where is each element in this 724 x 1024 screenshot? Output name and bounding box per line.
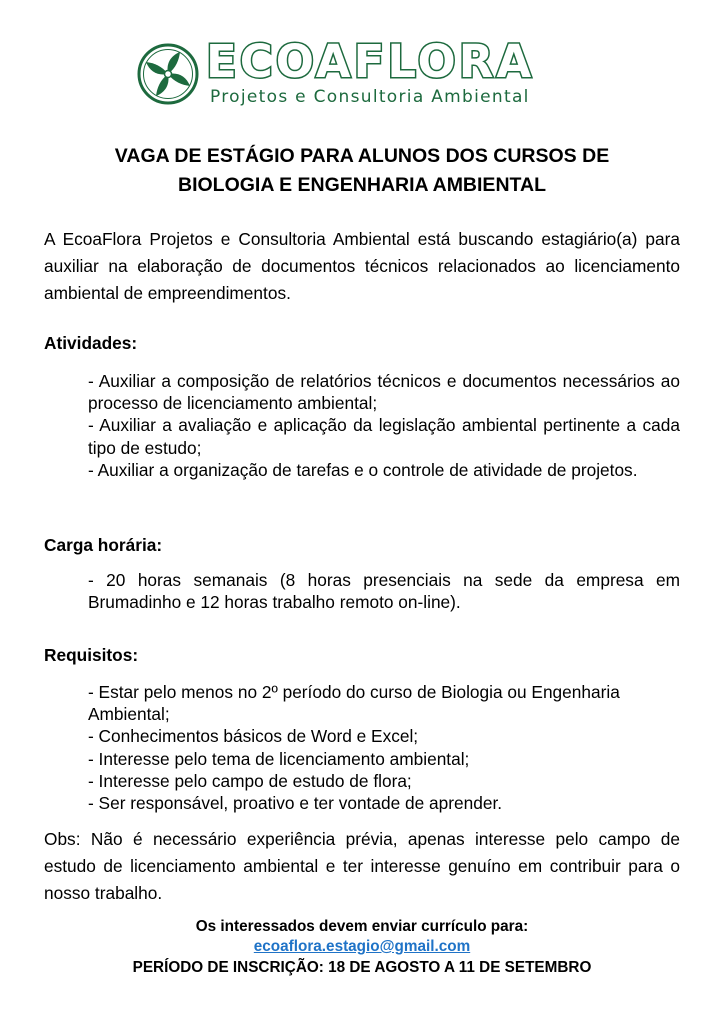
list-item: - Interesse pelo campo de estudo de flora;: [88, 770, 412, 791]
footer-instruction: Os interessados devem enviar currículo para:: [195, 918, 529, 935]
requisitos-list: [88, 681, 680, 814]
obs-paragraph: Obs: Não é necessário experiência prévia, apenas interesse pelo campo de estudo de licenciamento ambiental e ter interesse genuíno em contribuir para o nosso trabalho.: [44, 829, 680, 903]
email-link[interactable]: ecoaflora.estagio@gmail.com: [253, 938, 471, 955]
list-item: - Auxiliar a composição de relatórios técnicos e documentos necessários ao processo de licenciamento ambiental;: [88, 371, 680, 414]
list-item: - Interesse pelo tema de licenciamento ambiental;: [88, 748, 470, 769]
list-item: - Auxiliar a avaliação e aplicação da legislação ambiental pertinente a cada tipo de estudo;: [88, 415, 680, 458]
page-title: [40, 142, 684, 200]
carga-horaria-list: [88, 569, 680, 613]
title-line-1: VAGA DE ESTÁGIO PARA ALUNOS DOS CURSOS DE: [114, 145, 610, 167]
list-item: - Ser responsável, proativo e ter vontade de aprender.: [88, 793, 503, 814]
intro-paragraph: A EcoaFlora Projetos e Consultoria Ambiental está buscando estagiário(a) para auxiliar na elaboração de documentos técnicos relacionados ao licenciamento ambiental de empreendimentos.: [44, 229, 680, 303]
list-item: - Estar pelo menos no 2º período do curso de Biologia ou Engenharia Ambiental;: [88, 682, 620, 725]
footer-email-row: [0, 937, 724, 957]
ecoaflora-logo: [136, 35, 592, 110]
atividades-list: [88, 370, 680, 481]
list-item: - Auxiliar a organização de tarefas e o controle de atividade de projetos.: [88, 459, 638, 480]
ecoaflora-emblem-icon: [136, 42, 200, 106]
list-item: - 20 horas semanais (8 horas presenciais na sede da empresa em Brumadinho e 12 horas trabalho remoto on-line).: [88, 570, 680, 613]
requisitos-heading: Requisitos:: [44, 645, 139, 665]
footer-period: PERÍODO DE INSCRIÇÃO: 18 DE AGOSTO A 11 DE SETEMBRO: [132, 959, 592, 976]
title-line-2: BIOLOGIA E ENGENHARIA AMBIENTAL: [178, 174, 546, 196]
carga-horaria-heading: Carga horária:: [44, 535, 163, 555]
logo-wordmark: ECOAFLORA: [206, 35, 535, 88]
logo-tagline: Projetos e Consultoria Ambiental: [210, 87, 530, 107]
list-item: - Conhecimentos básicos de Word e Excel;: [88, 726, 419, 747]
atividades-heading: Atividades:: [44, 333, 138, 353]
